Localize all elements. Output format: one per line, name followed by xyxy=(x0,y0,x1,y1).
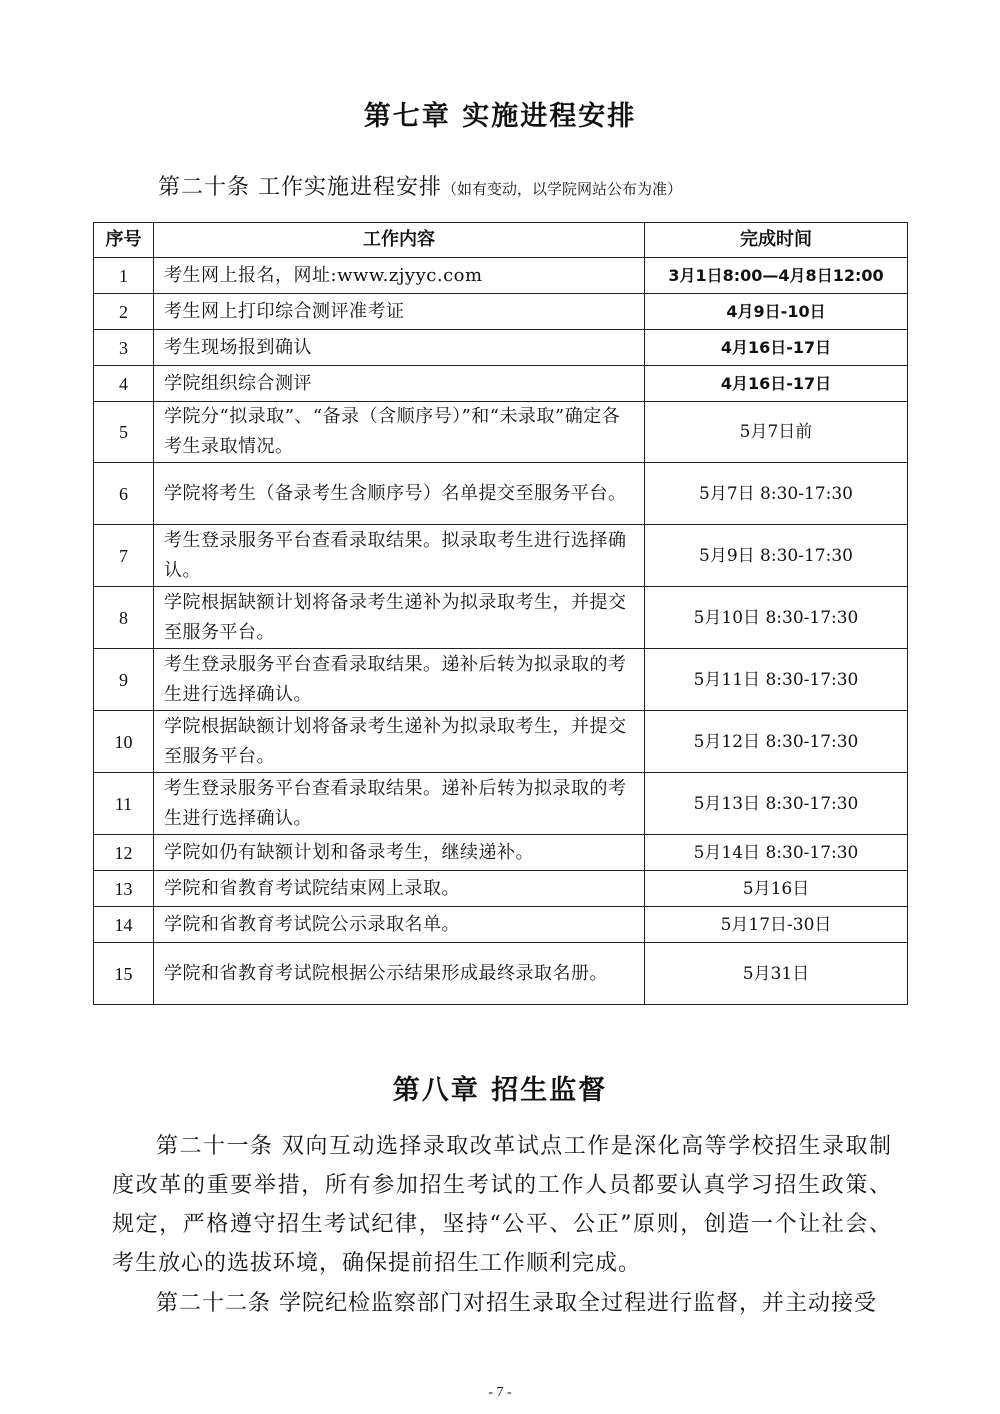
row-number: 6 xyxy=(94,463,154,525)
row-time: 5月17日-30日 xyxy=(645,907,908,943)
row-number: 12 xyxy=(94,835,154,871)
header-content: 工作内容 xyxy=(154,223,645,258)
row-content: 考生网上打印综合测评准考证 xyxy=(154,294,645,330)
table-row xyxy=(94,649,908,711)
row-time: 5月9日 8:30-17:30 xyxy=(645,525,908,587)
chapter-8-title: 第八章 招生监督 xyxy=(392,1075,608,1106)
row-time: 5月7日 8:30-17:30 xyxy=(645,463,908,525)
table-row xyxy=(94,258,908,294)
row-number: 11 xyxy=(94,773,154,835)
row-number: 5 xyxy=(94,402,154,463)
row-time: 4月9日-10日 xyxy=(645,294,908,330)
row-time: 5月13日 8:30-17:30 xyxy=(645,773,908,835)
article-20-heading xyxy=(158,170,682,201)
row-number: 9 xyxy=(94,649,154,711)
row-content: 考生登录服务平台查看录取结果。递补后转为拟录取的考生进行选择确认。 xyxy=(154,773,645,835)
table-row xyxy=(94,294,908,330)
table-row xyxy=(94,525,908,587)
table-row xyxy=(94,587,908,649)
row-number: 10 xyxy=(94,711,154,773)
schedule-table xyxy=(93,222,908,1005)
row-content: 考生登录服务平台查看录取结果。拟录取考生进行选择确认。 xyxy=(154,525,645,587)
table-row xyxy=(94,907,908,943)
table-row xyxy=(94,402,908,463)
row-time: 5月11日 8:30-17:30 xyxy=(645,649,908,711)
row-number: 2 xyxy=(94,294,154,330)
row-time: 5月14日 8:30-17:30 xyxy=(645,835,908,871)
row-content: 学院组织综合测评 xyxy=(154,366,645,402)
schedule-table-body xyxy=(94,258,908,1005)
row-content: 学院将考生（备录考生含顺序号）名单提交至服务平台。 xyxy=(154,463,645,525)
row-time: 5月16日 xyxy=(645,871,908,907)
article-20-title: 第二十条 工作实施进程安排 xyxy=(158,175,442,200)
row-content: 考生网上报名，网址:www.zjyyc.com xyxy=(154,258,645,294)
row-number: 3 xyxy=(94,330,154,366)
page-number: - 7 - xyxy=(488,1385,512,1400)
row-number: 1 xyxy=(94,258,154,294)
article-20-note: （如有变动，以学院网站公布为准） xyxy=(442,180,683,198)
row-time: 5月31日 xyxy=(645,943,908,1005)
row-number: 4 xyxy=(94,366,154,402)
row-time: 5月7日前 xyxy=(645,402,908,463)
article-22-paragraph: 第二十二条 学院纪检监察部门对招生录取全过程进行监督，并主动接受 xyxy=(156,1291,877,1316)
row-number: 14 xyxy=(94,907,154,943)
table-row xyxy=(94,943,908,1005)
row-content: 学院和省教育考试院根据公示结果形成最终录取名册。 xyxy=(154,943,645,1005)
row-content: 考生现场报到确认 xyxy=(154,330,645,366)
row-content: 学院根据缺额计划将备录考生递补为拟录取考生，并提交至服务平台。 xyxy=(154,711,645,773)
row-content: 学院和省教育考试院公示录取名单。 xyxy=(154,907,645,943)
row-time: 3月1日8:00—4月8日12:00 xyxy=(645,258,908,294)
row-number: 8 xyxy=(94,587,154,649)
row-time: 4月16日-17日 xyxy=(645,366,908,402)
row-content: 学院根据缺额计划将备录考生递补为拟录取考生，并提交至服务平台。 xyxy=(154,587,645,649)
row-time: 5月12日 8:30-17:30 xyxy=(645,711,908,773)
row-time: 4月16日-17日 xyxy=(645,330,908,366)
row-content: 学院分“拟录取”、“备录（含顺序号）”和“未录取”确定各考生录取情况。 xyxy=(154,402,645,463)
table-row xyxy=(94,463,908,525)
row-content: 学院如仍有缺额计划和备录考生，继续递补。 xyxy=(154,835,645,871)
table-row xyxy=(94,871,908,907)
table-row xyxy=(94,835,908,871)
row-time: 5月10日 8:30-17:30 xyxy=(645,587,908,649)
row-content: 考生登录服务平台查看录取结果。递补后转为拟录取的考生进行选择确认。 xyxy=(154,649,645,711)
header-number: 序号 xyxy=(94,223,154,258)
table-row xyxy=(94,366,908,402)
table-row xyxy=(94,773,908,835)
article-21-paragraph: 第二十一条 双向互动选择录取改革试点工作是深化高等学校招生录取制度改革的重要举措，所有参加招生考试的工作人员都要认真学习招生政策、规定，严格遵守招生考试纪律，坚持“公平、公正”原则，创造一个让社会、考生放心的选拔环境，确保提前招生工作顺利完成。 xyxy=(112,1134,892,1276)
table-row xyxy=(94,711,908,773)
chapter-7-title: 第七章 实施进程安排 xyxy=(363,101,637,132)
row-number: 13 xyxy=(94,871,154,907)
header-time: 完成时间 xyxy=(645,223,908,258)
row-number: 15 xyxy=(94,943,154,1005)
row-content: 学院和省教育考试院结束网上录取。 xyxy=(154,871,645,907)
table-row xyxy=(94,330,908,366)
table-header-row xyxy=(94,223,908,258)
row-number: 7 xyxy=(94,525,154,587)
